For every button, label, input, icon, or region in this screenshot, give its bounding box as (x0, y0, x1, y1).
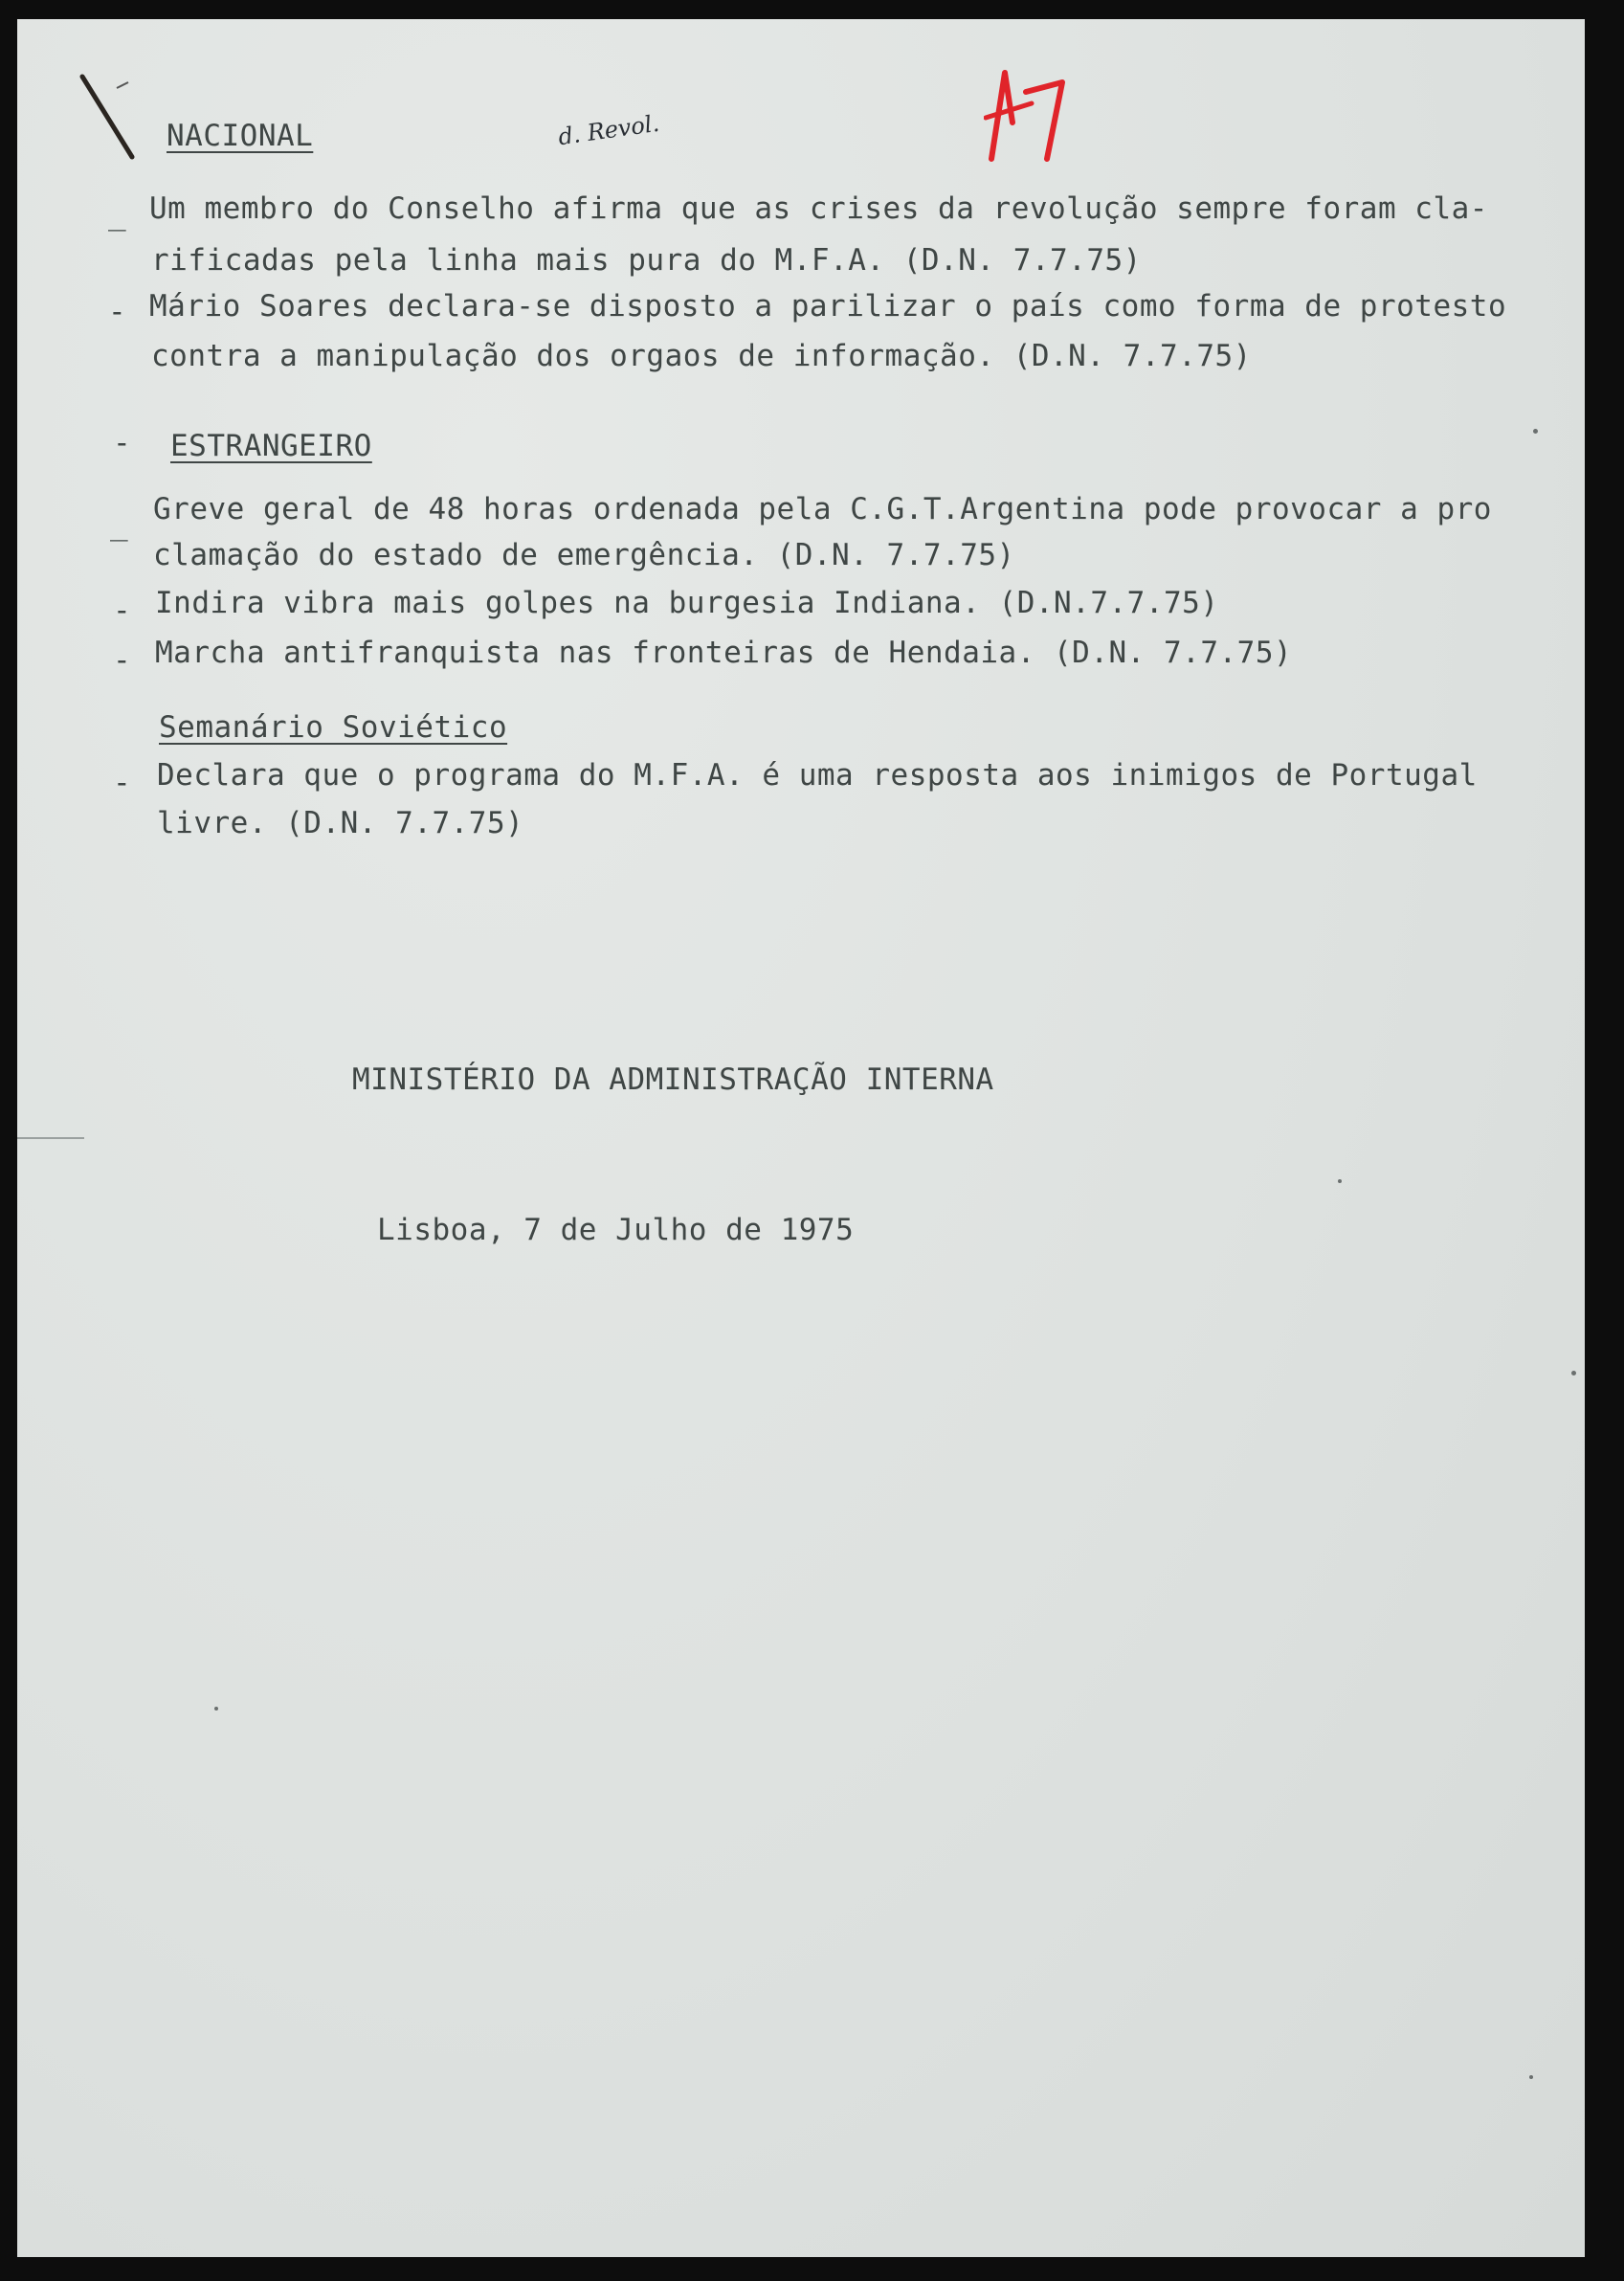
news-item-line: Indira vibra mais golpes na burgesia Indiana. (D.N.7.7.75) (155, 586, 1219, 620)
bullet-dash: _ (110, 507, 128, 542)
bullet-dash: - (113, 766, 131, 800)
handwritten-insert: d. Revol. (556, 109, 661, 151)
news-item-line: Mário Soares declara-se disposto a parilizar o país como forma de protesto (149, 289, 1507, 324)
scan-edge-mark (17, 1137, 84, 1139)
news-item-line: clamação do estado de emergência. (D.N. 7.7.75) (153, 538, 1015, 572)
news-item-line: Um membro do Conselho afirma que as crises da revolução sempre foram cla- (149, 191, 1488, 226)
section-heading-semanario: Semanário Soviético (159, 710, 508, 745)
section-heading-nacional: NACIONAL (167, 119, 314, 153)
scan-speck (1571, 1371, 1576, 1375)
section-heading-estrangeiro: ESTRANGEIRO (170, 429, 372, 463)
ministry-signature: MINISTÉRIO DA ADMINISTRAÇÃO INTERNA (352, 1062, 994, 1097)
news-item-line: Greve geral de 48 horas ordenada pela C.G.T.Argentina pode provocar a pro (153, 492, 1492, 526)
heading-prefix-dash: - (113, 426, 131, 460)
scan-speck (1533, 429, 1538, 434)
bullet-dash: - (108, 295, 126, 329)
bullet-dash: _ (108, 197, 126, 232)
scan-speck (214, 1707, 218, 1711)
news-item-line: livre. (D.N. 7.7.75) (157, 806, 524, 840)
bullet-dash: - (113, 643, 131, 678)
page-number-mark (984, 65, 1070, 170)
news-item-line: Marcha antifranquista nas fronteiras de Hendaia. (D.N. 7.7.75) (155, 636, 1293, 670)
news-item-line: contra a manipulação dos orgaos de informação. (D.N. 7.7.75) (151, 339, 1252, 373)
scan-speck (1338, 1179, 1342, 1183)
news-item-line: rificadas pela linha mais pura do M.F.A. (D.N. 7.7.75) (151, 243, 1142, 278)
pencil-mark (73, 69, 149, 165)
bullet-dash: - (113, 593, 131, 628)
news-item-line: Declara que o programa do M.F.A. é uma resposta aos inimigos de Portugal (157, 758, 1478, 793)
scan-speck (1529, 2075, 1533, 2079)
place-date: Lisboa, 7 de Julho de 1975 (377, 1213, 855, 1247)
document-page (17, 19, 1585, 2257)
